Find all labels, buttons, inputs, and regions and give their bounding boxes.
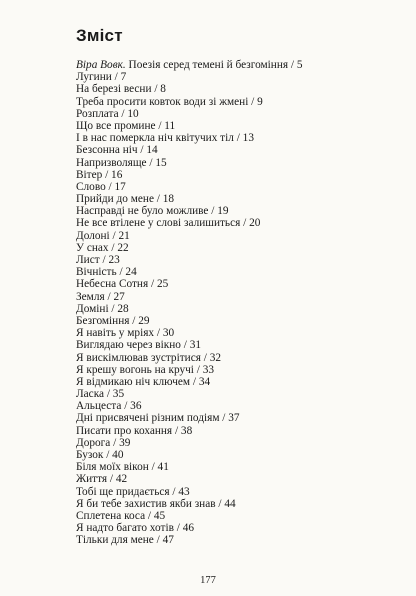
toc-heading: Зміст: [76, 26, 123, 45]
toc-entry: Що все промине / 11: [76, 119, 176, 132]
toc-entry: Вітер / 16: [76, 168, 123, 181]
toc-entry: Лист / 23: [76, 254, 120, 266]
toc-entry: Лугини / 7: [76, 71, 127, 84]
toc-entry: Долоні / 21: [76, 229, 130, 242]
toc-entry: Слово / 17: [76, 180, 126, 193]
toc-entry: Дорога / 39: [76, 436, 131, 449]
toc-entry-text: Поезія серед темені й безгоміння / 5: [125, 59, 303, 71]
toc-entry: На березі весни / 8: [76, 83, 166, 96]
toc-entry: Писати про кохання / 38: [76, 424, 193, 437]
toc-entry: Тобі ще придається / 43: [76, 485, 190, 498]
toc-entry: Напризволяще / 15: [76, 156, 167, 169]
toc-entry: Життя / 42: [76, 473, 128, 486]
toc-entry: Я відмикаю ніч ключем / 34: [76, 375, 211, 388]
toc-entry: Вічність / 24: [76, 266, 137, 279]
toc-entry: І в нас померкла ніч квітучих тіл / 13: [76, 132, 254, 145]
toc-entry: Бузок / 40: [76, 449, 124, 461]
page-number: 177: [200, 575, 216, 586]
toc-entry: Безсонна ніч / 14: [76, 144, 158, 157]
toc-entry: Земля / 27: [76, 290, 125, 303]
toc-entry-author: Віра Вовк.: [76, 59, 126, 71]
toc-entry: Не все втілене у слові залишиться / 20: [76, 217, 261, 230]
toc-entry: Сплетена коса / 45: [76, 509, 166, 522]
toc-entry: Я вискімлював зустрітися / 32: [76, 351, 221, 364]
toc-entry: Біля моїх вікон / 41: [76, 461, 169, 474]
toc-entry: [76, 59, 303, 71]
toc-entry: Треба просити ковток води зі жмені / 9: [76, 95, 263, 108]
toc-entry: Розплата / 10: [76, 107, 139, 120]
toc-entry: Безгоміння / 29: [76, 314, 150, 327]
toc-entry: Я би тебе захистив якби знав / 44: [76, 497, 236, 510]
toc-entry: Я надто багато хотів / 46: [76, 522, 195, 535]
toc-entry: Ласка / 35: [76, 388, 125, 401]
toc-entry: Я крешу вогонь на кручі / 33: [76, 363, 215, 376]
toc-entry: Тільки для мене / 47: [76, 534, 174, 547]
toc-entry: Альцеста / 36: [76, 400, 142, 413]
toc-entry: У снах / 22: [76, 241, 129, 254]
toc-list: [76, 59, 303, 547]
toc-entry: Дні присвячені різним подіям / 37: [76, 412, 240, 425]
toc-entry: Виглядаю через вікно / 31: [76, 339, 202, 352]
toc-entry: Насправді не було можливе / 19: [76, 205, 229, 218]
toc-entry: Доміні / 28: [76, 302, 129, 315]
toc-entry: Я навіть у мріях / 30: [76, 327, 175, 340]
toc-entry: Прийди до мене / 18: [76, 193, 175, 206]
toc-entry: Небесна Сотня / 25: [76, 278, 169, 291]
